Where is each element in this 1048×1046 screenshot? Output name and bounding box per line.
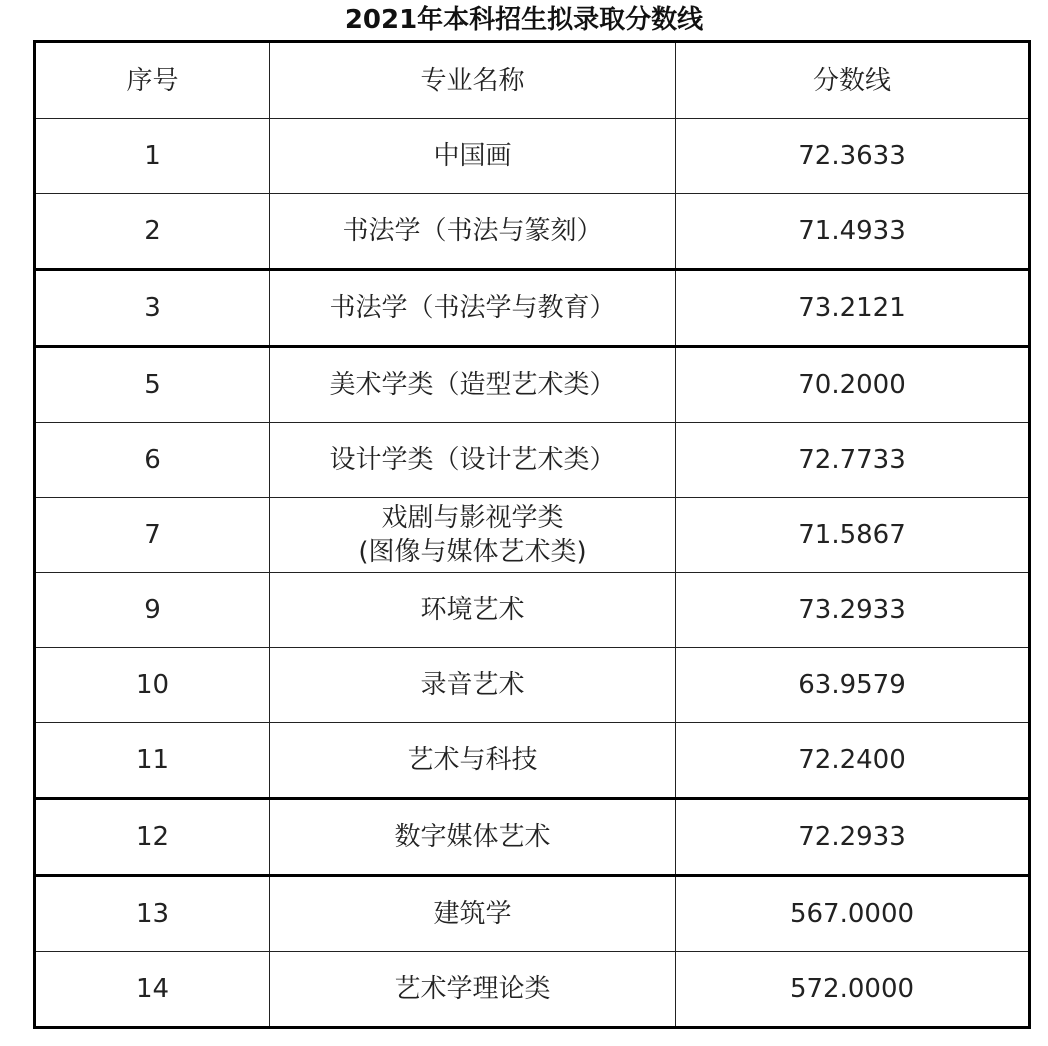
row-major-name: 数字媒体艺术 [270,799,676,876]
row-major-name: 中国画 [270,119,676,194]
table-row [35,876,1030,952]
table-row [35,119,1030,194]
table-row [35,423,1030,498]
row-score: 72.7733 [676,423,1030,498]
row-score: 72.3633 [676,119,1030,194]
row-index: 2 [35,194,270,270]
row-major-name: 设计学类（设计艺术类） [270,423,676,498]
row-score: 73.2121 [676,270,1030,347]
admission-score-table [33,40,1031,1029]
row-major-name: 录音艺术 [270,648,676,723]
table-row [35,347,1030,423]
row-index: 6 [35,423,270,498]
row-index: 13 [35,876,270,952]
page-title: 2021年本科招生拟录取分数线 [344,5,704,35]
row-score: 72.2933 [676,799,1030,876]
table-row [35,799,1030,876]
row-index: 9 [35,573,270,648]
row-score: 567.0000 [676,876,1030,952]
table-row [35,648,1030,723]
row-score: 71.4933 [676,194,1030,270]
row-score: 63.9579 [676,648,1030,723]
row-index: 14 [35,952,270,1028]
table-row [35,723,1030,799]
table-row [35,952,1030,1028]
row-major-name: 书法学（书法与篆刻） [270,194,676,270]
table-header-row [35,42,1030,119]
row-index: 5 [35,347,270,423]
row-major-name: 建筑学 [270,876,676,952]
row-score: 72.2400 [676,723,1030,799]
row-index: 11 [35,723,270,799]
table-row [35,573,1030,648]
row-major-name: 美术学类（造型艺术类） [270,347,676,423]
row-index: 7 [35,498,270,573]
row-major-name [270,498,676,573]
row-index: 10 [35,648,270,723]
major-name-line-1: 戏剧与影视学类 [381,503,564,533]
row-major-name: 艺术学理论类 [270,952,676,1028]
row-score: 572.0000 [676,952,1030,1028]
row-major-name: 书法学（书法学与教育） [270,270,676,347]
table-row [35,498,1030,573]
row-major-name: 艺术与科技 [270,723,676,799]
major-name-line-2: (图像与媒体艺术类) [358,537,587,567]
row-index: 3 [35,270,270,347]
header-major-name: 专业名称 [270,42,676,119]
row-major-name: 环境艺术 [270,573,676,648]
table-row [35,194,1030,270]
row-index: 12 [35,799,270,876]
row-index: 1 [35,119,270,194]
row-score: 71.5867 [676,498,1030,573]
table-row [35,270,1030,347]
row-score: 70.2000 [676,347,1030,423]
header-index: 序号 [35,42,270,119]
row-score: 73.2933 [676,573,1030,648]
header-score: 分数线 [676,42,1030,119]
